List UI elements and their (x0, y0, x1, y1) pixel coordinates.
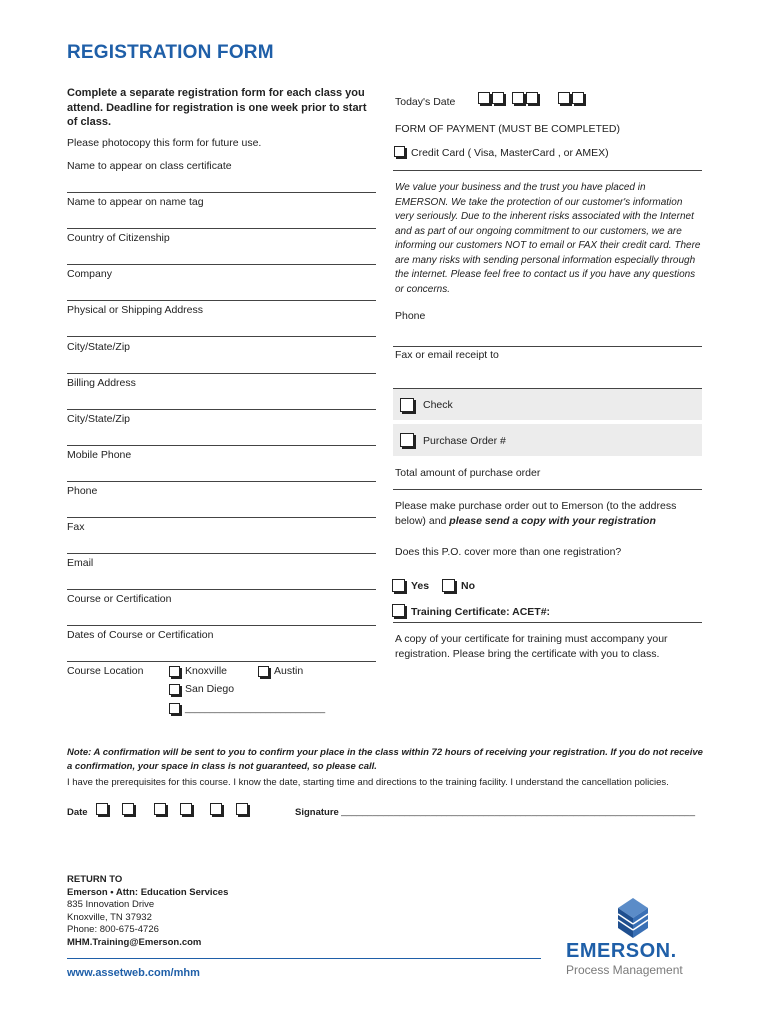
field-label: Dates of Course or Certification (67, 629, 214, 641)
other-location-checkbox[interactable] (169, 703, 180, 714)
yes-label: Yes (411, 580, 430, 592)
website-link[interactable]: www.assetweb.com/mhm (67, 967, 200, 979)
emerson-logo (560, 892, 704, 982)
field-input-line[interactable] (67, 300, 376, 301)
field-input-line[interactable] (67, 264, 376, 265)
po-total-label: Total amount of purchase order (395, 467, 541, 479)
training-certificate-checkbox[interactable] (392, 604, 405, 617)
fax-email-receipt-label: Fax or email receipt to (395, 349, 499, 361)
confirmation-note: Note: A confirmation will be sent to you to confirm your place in the class within 72 hours of receiving your registration. If you do not receive a confirmation, your space in class is not guaranteed, so please call. (67, 747, 703, 772)
field-input-line[interactable] (67, 625, 376, 626)
footer-rule (67, 958, 541, 959)
no-checkbox[interactable] (442, 579, 455, 592)
field-label: Billing Address (67, 377, 136, 389)
prerequisites-statement: I have the prerequisites for this course. I know the date, starting time and directions to the training facility. I understand the cancellation policies. (67, 777, 669, 788)
field-input-line[interactable] (67, 661, 376, 662)
photocopy-note: Please photocopy this form for future use. (67, 137, 262, 149)
field-input-line[interactable] (67, 589, 376, 590)
field-input-line[interactable] (67, 409, 376, 410)
check-label: Check (423, 399, 453, 411)
return-heading: RETURN TO (67, 874, 123, 885)
return-line-4: Phone: 800-675-4726 (67, 924, 159, 935)
date-box[interactable] (478, 92, 490, 104)
yes-checkbox[interactable] (392, 579, 405, 592)
field-label: Email (67, 557, 94, 569)
payment-heading: FORM OF PAYMENT (MUST BE COMPLETED) (395, 123, 620, 135)
field-input-line[interactable] (67, 192, 376, 193)
field-label: Company (67, 268, 112, 280)
field-label: Phone (67, 485, 98, 497)
credit-card-checkbox[interactable] (394, 146, 405, 157)
field-input-line[interactable] (67, 517, 376, 518)
field-label: Course or Certification (67, 593, 172, 605)
date-box[interactable] (526, 92, 538, 104)
field-input-line[interactable] (67, 445, 376, 446)
signature-line[interactable]: ___________________________________________________________________ (341, 806, 695, 817)
purchase-order-checkbox[interactable] (400, 433, 414, 447)
date-label: Date (67, 807, 88, 818)
austin-checkbox[interactable] (258, 666, 269, 677)
field-input-line[interactable] (67, 336, 376, 337)
logo-tagline: Process Management (566, 963, 683, 977)
austin-label: Austin (274, 665, 304, 677)
field-input-line[interactable] (67, 481, 376, 482)
credit-card-label: Credit Card ( Visa, MasterCard , or AMEX) (411, 147, 609, 159)
date-box[interactable] (210, 803, 222, 815)
certificate-note: A copy of your certificate for training must accompany your registration. Please bring the certificate with you to class. (395, 633, 668, 660)
field-input-line[interactable] (67, 553, 376, 554)
phone-line[interactable] (393, 346, 702, 347)
po-question: Does this P.O. cover more than one registration? (395, 546, 622, 558)
todays-date-label: Today's Date (395, 96, 456, 108)
signature-label: Signature (295, 807, 339, 818)
date-box[interactable] (180, 803, 192, 815)
date-box[interactable] (96, 803, 108, 815)
training-certificate-label: Training Certificate: ACET#: (411, 606, 551, 618)
no-label: No (461, 580, 475, 592)
field-input-line[interactable] (67, 373, 376, 374)
date-box[interactable] (572, 92, 584, 104)
date-box[interactable] (236, 803, 248, 815)
check-checkbox[interactable] (400, 398, 414, 412)
san-diego-checkbox[interactable] (169, 684, 180, 695)
return-email[interactable]: MHM.Training@Emerson.com (67, 936, 202, 948)
return-line-2: 835 Innovation Drive (67, 899, 155, 910)
knoxville-label: Knoxville (185, 665, 228, 677)
other-location-line[interactable]: ____________________________ (185, 703, 326, 713)
field-label: Mobile Phone (67, 449, 132, 461)
field-label: City/State/Zip (67, 413, 131, 425)
return-line-3: Knoxville, TN 37932 (67, 911, 152, 923)
logo-name: EMERSON. (566, 940, 677, 962)
po-note: Please make purchase order out to Emerson (to the address below) and please send a copy with your registration (395, 500, 677, 527)
intro-instructions: Complete a separate registration form for each class you attend. Deadline for registration is one week prior to start of class. (67, 87, 367, 128)
date-box[interactable] (512, 92, 524, 104)
date-box[interactable] (558, 92, 570, 104)
field-label: Name to appear on class certificate (67, 160, 232, 172)
san-diego-label: San Diego (185, 683, 235, 695)
acet-line[interactable] (393, 622, 702, 623)
purchase-order-label: Purchase Order # (423, 435, 506, 447)
field-label: Physical or Shipping Address (67, 304, 203, 316)
field-label: City/State/Zip (67, 341, 131, 353)
field-label: Name to appear on name tag (67, 196, 204, 208)
credit-card-warning: We value your business and the trust you have placed in EMERSON. We take the protection of our customer's information very seriously. Due to the inherent risks associated with the Internet and as part of our ongoing commitment to our customers, we are informing our customers NOT to email or FAX their credit card. There are many risks with sending personal information especially through the internet. Please feel free to contact us if you have any questions or concerns. (395, 182, 701, 295)
divider (393, 170, 702, 171)
field-label: Country of Citizenship (67, 232, 170, 244)
course-location-label: Course Location (67, 665, 144, 677)
po-total-line[interactable] (393, 489, 702, 490)
page-title: REGISTRATION FORM (67, 42, 274, 63)
return-address (67, 874, 228, 949)
knoxville-checkbox[interactable] (169, 666, 180, 677)
date-box[interactable] (492, 92, 504, 104)
return-line-1: Emerson • Attn: Education Services (67, 886, 229, 898)
field-label: Fax (67, 521, 85, 533)
field-input-line[interactable] (67, 228, 376, 229)
date-box[interactable] (154, 803, 166, 815)
phone-label: Phone (395, 310, 426, 322)
date-box[interactable] (122, 803, 134, 815)
emerson-logo-icon (608, 898, 658, 944)
